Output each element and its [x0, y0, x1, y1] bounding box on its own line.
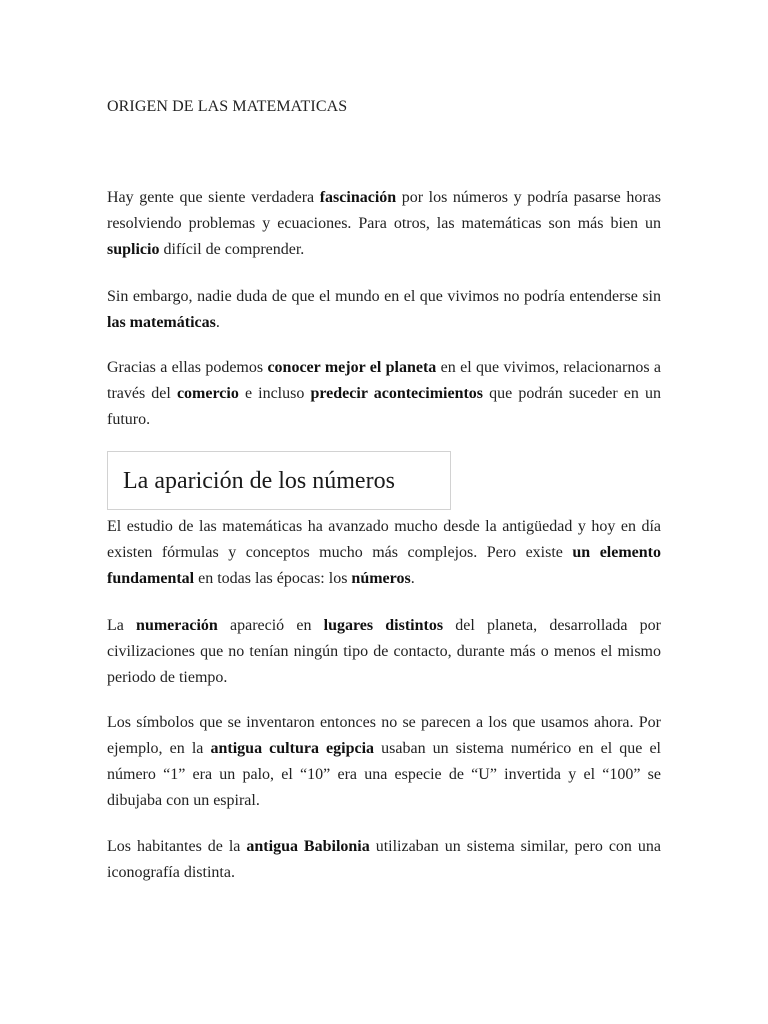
bold-term: las matemáticas	[107, 314, 216, 331]
paragraph: Los símbolos que se inventaron entonces no se parecen a los que usamos ahora. Por ejemplo, en la antigua cultura egipcia usaban un sistema numérico en el que el número “1” era un palo, el “10” era una especie de “U” invertida y el “100” se dibujaba con un espiral.	[107, 714, 662, 809]
section-heading: La aparición de los números	[123, 468, 395, 494]
document-title: ORIGEN DE LAS MATEMATICAS	[107, 98, 348, 115]
bold-term: un elemento fundamental	[107, 544, 662, 587]
paragraph: El estudio de las matemáticas ha avanzado mucho desde la antigüedad y hoy en día existen fórmulas y conceptos mucho más complejos. Pero existe un elemento fundamental en todas las épocas: los números.	[107, 518, 662, 587]
paragraph: La numeración apareció en lugares distintos del planeta, desarrollada por civilizaciones que no tenían ningún tipo de contacto, durante más o menos el mismo periodo de tiempo.	[107, 617, 662, 686]
bold-term: números	[351, 570, 411, 587]
paragraph: Sin embargo, nadie duda de que el mundo en el que vivimos no podría entenderse sin las matemáticas.	[107, 288, 661, 331]
bold-term: antigua cultura egipcia	[210, 740, 375, 757]
bold-term: predecir acontecimientos	[310, 385, 484, 402]
bold-term: antigua Babilonia	[246, 838, 370, 855]
paragraph: Hay gente que siente verdadera fascinación por los números y podría pasarse horas resolviendo problemas y ecuaciones. Para otros, las matemáticas son más bien un suplicio difícil de comprender.	[107, 189, 661, 258]
paragraph: Gracias a ellas podemos conocer mejor el planeta en el que vivimos, relacionarnos a través del comercio e incluso predecir acontecimientos que podrán suceder en un futuro.	[107, 359, 661, 428]
bold-term: suplicio	[107, 241, 160, 258]
bold-term: lugares distintos	[323, 617, 444, 634]
bold-term: fascinación	[319, 189, 397, 206]
paragraph: Los habitantes de la antigua Babilonia utilizaban un sistema similar, pero con una iconografía distinta.	[107, 838, 662, 881]
bold-term: conocer mejor el planeta	[267, 359, 437, 376]
bold-term: comercio	[176, 385, 239, 402]
bold-term: numeración	[136, 617, 218, 634]
section-heading-box	[107, 451, 451, 510]
